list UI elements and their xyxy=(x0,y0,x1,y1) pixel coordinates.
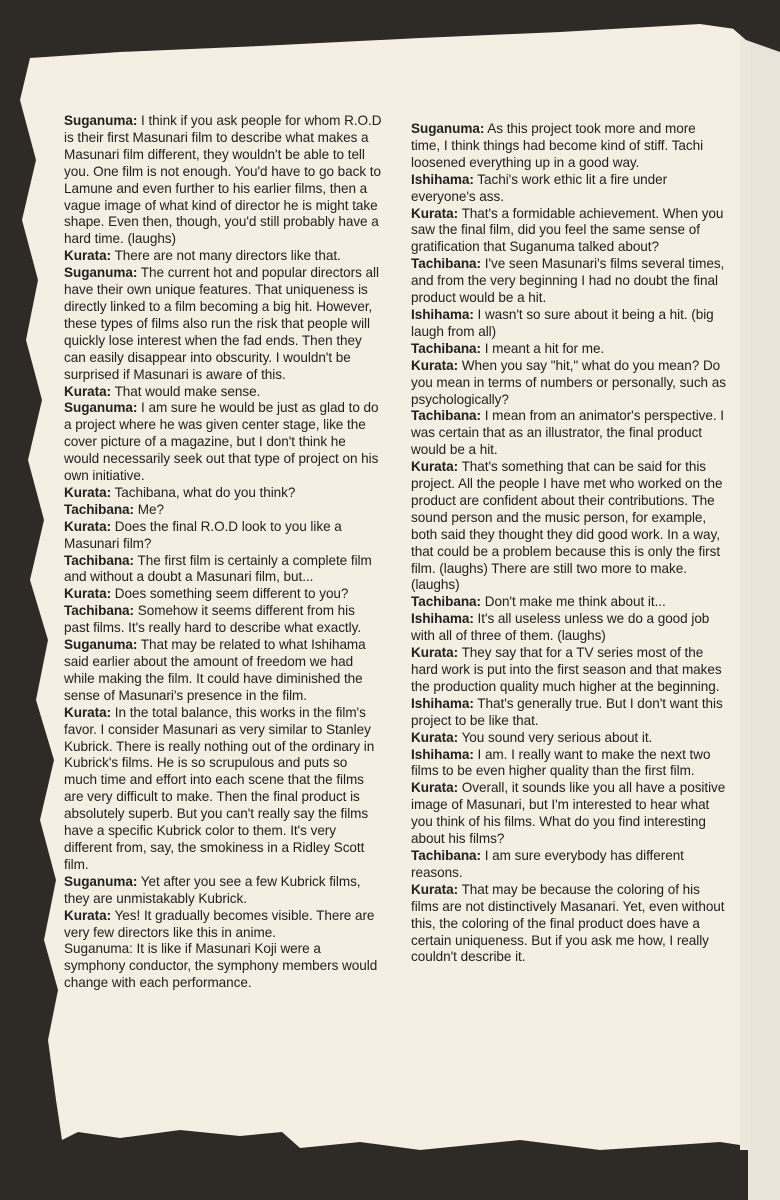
dialogue-text: That may be because the coloring of his films are not distinctively Masanari. Yet, even without this, the coloring of the final product does have a certain uniqueness. But if you ask me how, I really couldn't describe it. xyxy=(411,881,725,965)
speaker-name: Kurata: xyxy=(411,205,459,221)
dialogue-entry xyxy=(64,248,382,265)
dialogue-text: That's something that can be said for this project. All the people I have met who worked on the product are confident about their contributions. The sound person and the music person, for example, both said they thought they did good work. In a way, that could be a problem because this is only the first film. (laughs) There are still two more to make. (laughs) xyxy=(411,459,723,593)
dialogue-entry xyxy=(411,341,728,358)
speaker-name: Tachibana: xyxy=(411,340,482,356)
speaker-name: Ishihama: xyxy=(411,306,474,322)
dialogue-text: I meant a hit for me. xyxy=(484,340,605,356)
dialogue-text: I mean from an animator's perspective. I was certain that as an illustrator, the final product would be a hit. xyxy=(411,408,724,458)
dialogue-text: That's a formidable achievement. When you saw the final film, did you feel the same sense of gratification that Suganuma talked about? xyxy=(411,205,724,255)
dialogue-entry xyxy=(411,780,728,848)
dialogue-entry xyxy=(411,730,728,747)
right-column xyxy=(411,121,728,966)
dialogue-text: The first film is certainly a complete film and without a doubt a Masunari film, but... xyxy=(64,552,372,585)
speaker-name: Kurata: xyxy=(64,248,112,264)
dialogue-entry xyxy=(64,400,382,485)
dialogue-text: When you say "hit," what do you mean? Do you mean in terms of numbers or personally, such as psychologically? xyxy=(411,357,726,407)
speaker-name: Kurata: xyxy=(64,704,112,720)
speaker-name: Tachibana: xyxy=(411,847,482,863)
speaker-name: Suganuma: xyxy=(64,400,138,416)
dialogue-entry xyxy=(64,874,382,908)
dialogue-text: Yet after you see a few Kubrick films, they are unmistakably Kubrick. xyxy=(64,873,361,906)
dialogue-text: Does something seem different to you? xyxy=(114,586,349,602)
speaker-name: Tachibana: xyxy=(411,256,482,272)
speaker-name: Ishihama: xyxy=(411,695,474,711)
dialogue-entry xyxy=(64,586,382,603)
speaker-name: Kurata: xyxy=(411,357,459,373)
dialogue-entry xyxy=(411,206,728,257)
dialogue-entry xyxy=(411,747,728,781)
dialogue-text: In the total balance, this works in the film's favor. I consider Masunari as very similar to Stanley Kubrick. There is really nothing out of the ordinary in Kubrick's films. He is so scrupulous and puts so much time and effort into each scene that the films are very difficult to make. Then the final product is absolutely superb. But you can't really say the films have a specific Kubrick color to them. It's very different from, say, the smokiness in a Ridley Scott film. xyxy=(64,704,375,872)
dialogue-text: There are not many directors like that. xyxy=(114,248,341,264)
speaker-name: Kurata: xyxy=(411,459,459,475)
dialogue-entry xyxy=(411,408,728,459)
dialogue-entry xyxy=(411,848,728,882)
dialogue-entry xyxy=(411,358,728,409)
dialogue-text: I've seen Masunari's films several times, and from the very beginning I had no doubt the final product would be a hit. xyxy=(411,256,725,306)
dialogue-text: That may be related to what Ishihama said earlier about the amount of freedom we had while making the film. It could have diminished the sense of Masunari's presence in the film. xyxy=(64,637,366,703)
speaker-name: Kurata: xyxy=(64,484,112,500)
dialogue-entry xyxy=(411,256,728,307)
dialogue-text: That would make sense. xyxy=(114,383,261,399)
dialogue-entry xyxy=(64,113,382,248)
speaker-name: Suganuma: xyxy=(411,121,485,136)
dialogue-text: Tachi's work ethic lit a fire under everyone's ass. xyxy=(411,171,668,204)
dialogue-text: Overall, it sounds like you all have a positive image of Masunari, but I'm interested to hear what you think of his films. What do you find interesting about his films? xyxy=(411,780,726,847)
dialogue-entry xyxy=(411,594,728,611)
dialogue-entry xyxy=(64,705,382,874)
dialogue-entry xyxy=(411,645,728,696)
speaker-name: Tachibana: xyxy=(64,603,135,619)
dialogue-text: Somehow it seems different from his past films. It's really hard to describe what exactly. xyxy=(64,603,362,636)
dialogue-entry xyxy=(64,265,382,383)
dialogue-entry xyxy=(64,941,382,992)
dialogue-text: It's all useless unless we do a good job with all of three of them. (laughs) xyxy=(411,611,710,644)
speaker-name: Suganuma: xyxy=(64,113,138,128)
dialogue-text: I think if you ask people for whom R.O.D is their first Masunari film to describe what makes a Masunari film different, they wouldn't be able to tell you. One film is not enough. You'd have to go back to Lamune and even further to his earlier films, then a vague image of what kind of director he is might take shape. Even then, though, you'd still probably have a hard time. (laughs) xyxy=(64,113,382,247)
dialogue-entry xyxy=(64,553,382,587)
dialogue-text: Does the final R.O.D look to you like a Masunari film? xyxy=(64,518,342,551)
speaker-name: Tachibana: xyxy=(411,408,482,424)
dialogue-entry xyxy=(64,637,382,705)
dialogue-entry xyxy=(411,882,728,967)
speaker-name: Tachibana: xyxy=(64,552,135,568)
speaker-name: Kurata: xyxy=(411,729,459,745)
dialogue-entry xyxy=(411,611,728,645)
dialogue-text: Me? xyxy=(137,501,164,517)
dialogue-text: That's generally true. But I don't want this project to be like that. xyxy=(411,695,723,728)
dialogue-text: I wasn't so sure about it being a hit. (big laugh from all) xyxy=(411,306,714,339)
speaker-name: Ishihama: xyxy=(411,611,474,627)
dialogue-text: They say that for a TV series most of the hard work is put into the first season and that makes the production quality much higher at the beginning. xyxy=(411,645,722,694)
dialogue-entry xyxy=(411,172,728,206)
dialogue-text: The current hot and popular directors all have their own unique features. That uniqueness is directly linked to a film becoming a big hit. However, these types of films also run the risk that people will quickly lose interest when the fad ends. Then they can easily disappear into obscurity. I wouldn't be surprised if Masunari is aware of this. xyxy=(64,265,379,382)
dialogue-text: Suganuma: It is like if Masunari Koji were a symphony conductor, the symphony members would change with each performance. xyxy=(64,941,378,991)
dialogue-entry xyxy=(411,307,728,341)
dialogue-text: You sound very serious about it. xyxy=(461,729,653,745)
dialogue-text: Yes! It gradually becomes visible. There are very few directors like this in anime. xyxy=(64,907,375,940)
left-column xyxy=(64,113,382,992)
dialogue-entry xyxy=(64,384,382,401)
speaker-name: Kurata: xyxy=(411,780,459,796)
speaker-name: Kurata: xyxy=(64,383,112,399)
dialogue-text: I am sure everybody has different reasons. xyxy=(411,847,684,880)
dialogue-entry xyxy=(411,121,728,172)
speaker-name: Kurata: xyxy=(64,586,112,602)
speaker-name: Kurata: xyxy=(411,645,459,661)
dialogue-text: I am. I really want to make the next two films to be even higher quality than the first film. xyxy=(411,746,711,779)
speaker-name: Suganuma: xyxy=(64,265,138,281)
dialogue-text: I am sure he would be just as glad to do a project where he was given center stage, like the cover picture of a magazine, but I don't think he would necessarily seek out that type of project on his own initiative. xyxy=(64,400,379,484)
dialogue-entry xyxy=(64,908,382,942)
speaker-name: Suganuma: xyxy=(64,637,138,653)
dialogue-entry xyxy=(64,485,382,502)
speaker-name: Kurata: xyxy=(411,881,459,897)
dialogue-entry xyxy=(411,696,728,730)
dialogue-entry xyxy=(64,502,382,519)
dialogue-entry xyxy=(64,519,382,553)
speaker-name: Suganuma: xyxy=(64,873,138,889)
dialogue-text: Tachibana, what do you think? xyxy=(114,484,296,500)
speaker-name: Tachibana: xyxy=(64,501,135,517)
speaker-name: Ishihama: xyxy=(411,171,474,187)
speaker-name: Kurata: xyxy=(64,907,112,923)
dialogue-entry xyxy=(64,603,382,637)
dialogue-text: Don't make me think about it... xyxy=(484,594,666,610)
speaker-name: Kurata: xyxy=(64,518,112,534)
dialogue-entry xyxy=(411,459,728,594)
speaker-name: Ishihama: xyxy=(411,746,474,762)
speaker-name: Tachibana: xyxy=(411,594,482,610)
dialogue-text: As this project took more and more time, I think things had become kind of stiff. Tachi loosened everything up in a good way. xyxy=(411,121,704,170)
